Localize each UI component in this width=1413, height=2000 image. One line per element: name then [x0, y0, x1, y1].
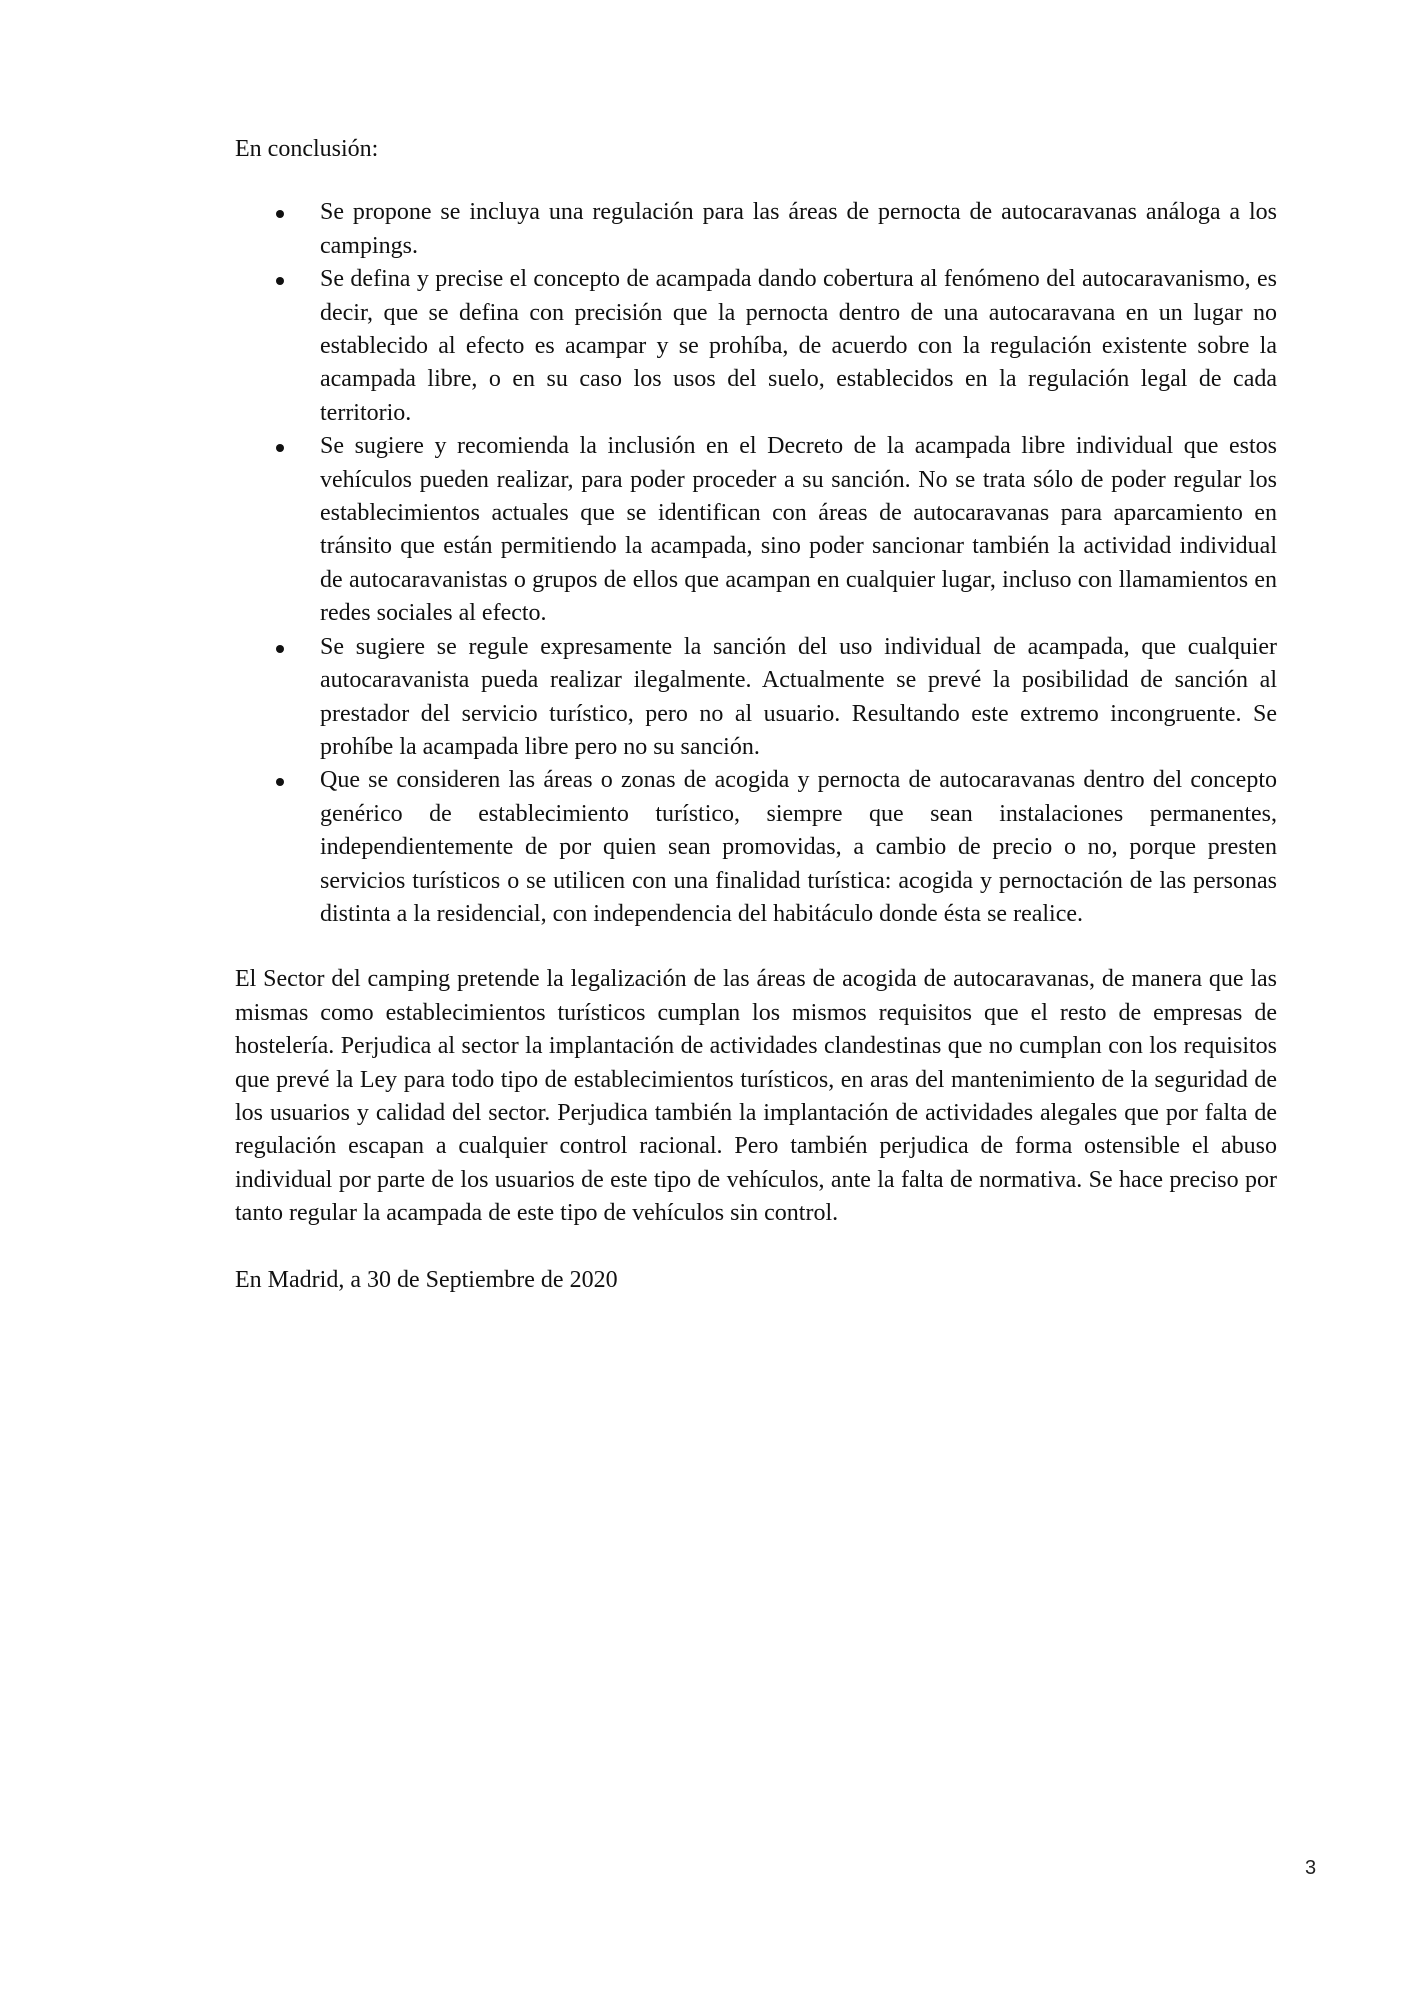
page-number: 3 — [1305, 1857, 1317, 1879]
bullet-icon — [276, 645, 284, 653]
list-item — [235, 430, 1277, 630]
bullet-icon — [276, 778, 284, 786]
list-item-text: Que se consideren las áreas o zonas de acogida y pernocta de autocaravanas dentro del concepto genérico de establecimiento turístico, siempre que sean instalaciones permanentes, independientemente de por quien sean promovidas, a cambio de precio o no, porque presten servicios turísticos o se utilicen con una finalidad turística: acogida y pernoctación de las personas distinta a la residencial, con independencia del habitáculo donde ésta se realice. — [320, 767, 1277, 927]
list-item — [235, 196, 1277, 263]
list-item — [235, 764, 1277, 931]
bullet-icon — [276, 444, 284, 452]
closing-paragraph: El Sector del camping pretende la legalización de las áreas de acogida de autocaravanas, de manera que las mismas como establecimientos turísticos cumplan los mismos requisitos que el resto de empresas de hostelería. Perjudica al sector la implantación de actividades clandestinas que no cumplan con los requisitos que prevé la Ley para todo tipo de establecimientos turísticos, en aras del mantenimiento de la seguridad de los usuarios y calidad del sector. Perjudica también la implantación de actividades alegales que por falta de regulación escapan a cualquier control racional. Pero también perjudica de forma ostensible el abuso individual por parte de los usuarios de este tipo de vehículos, ante la falta de normativa. Se hace preciso por tanto regular la acampada de este tipo de vehículos sin control. — [235, 966, 1277, 1227]
list-item — [235, 631, 1277, 765]
place-date-signoff: En Madrid, a 30 de Septiembre de 2020 — [235, 1266, 618, 1293]
bullet-icon — [276, 277, 284, 285]
list-item-text: Se propone se incluya una regulación para las áreas de pernocta de autocaravanas análoga a los campings. — [320, 199, 1277, 259]
bullet-icon — [276, 210, 284, 218]
list-item — [235, 263, 1277, 430]
list-item-text: Se sugiere se regule expresamente la sanción del uso individual de acampada, que cualquier autocaravanista pueda realizar ilegalmente. Actualmente se prevé la posibilidad de sanción al prestador del servicio turístico, pero no al usuario. Resultando este extremo incongruente. Se prohíbe la acampada libre pero no su sanción. — [320, 633, 1277, 760]
list-item-text: Se sugiere y recomienda la inclusión en el Decreto de la acampada libre individual que estos vehículos pueden realizar, para poder proceder a su sanción. No se trata sólo de poder regular los establecimientos actuales que se identifican con áreas de autocaravanas para aparcamiento en tránsito que están permitiendo la acampada, sino poder sancionar también la actividad individual de autocaravanistas o grupos de ellos que acampan en cualquier lugar, incluso con llamamientos en redes sociales al efecto. — [320, 433, 1277, 627]
list-item-text: Se defina y precise el concepto de acampada dando cobertura al fenómeno del autocaravanismo, es decir, que se defina con precisión que la pernocta dentro de una autocaravana en un lugar no establecido al efecto es acampar y se prohíba, de acuerdo con la regulación existente sobre la acampada libre, o en su caso los usos del suelo, establecidos en la regulación legal de cada territorio. — [320, 266, 1277, 426]
document-body — [235, 133, 1277, 1297]
conclusion-list — [235, 196, 1277, 931]
intro-heading: En conclusión: — [235, 136, 379, 162]
